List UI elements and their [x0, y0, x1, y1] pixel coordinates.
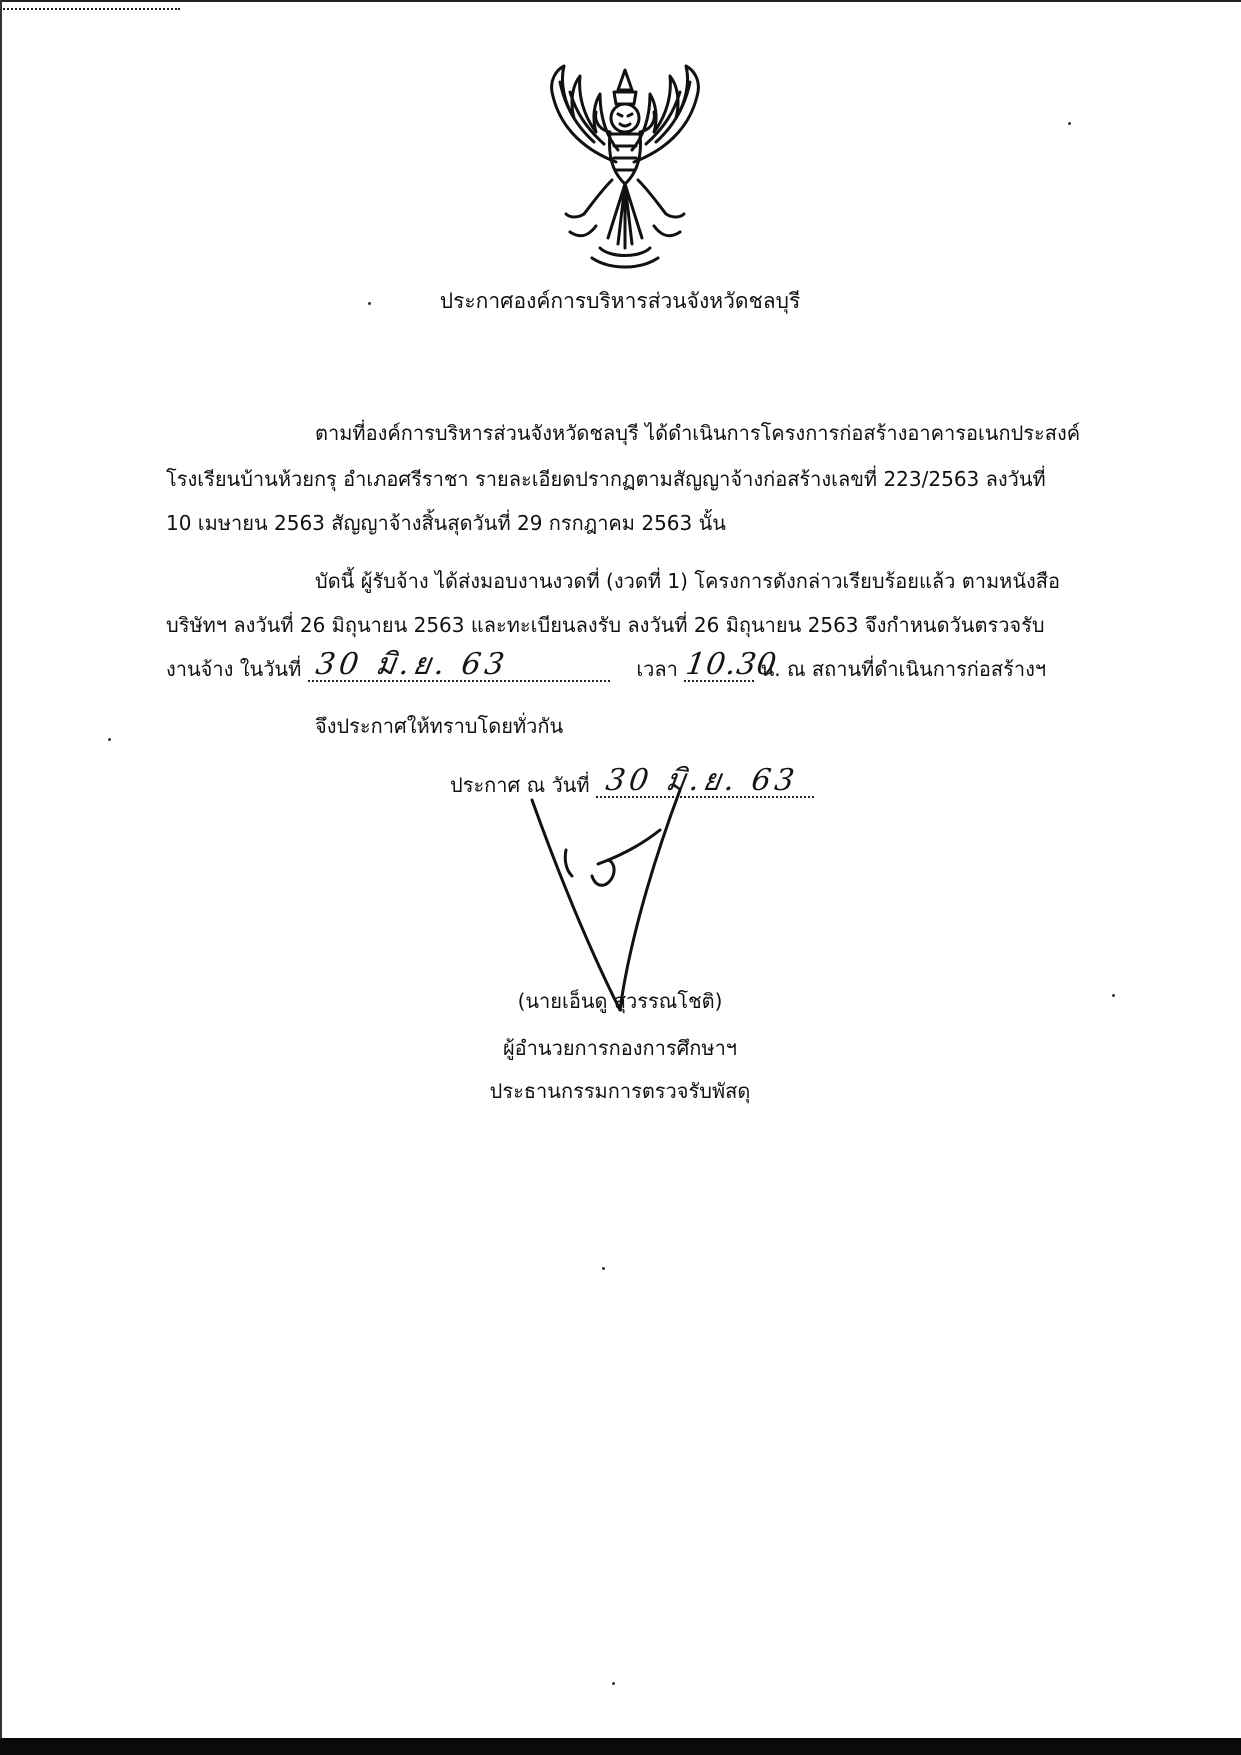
scan-speck — [1068, 122, 1071, 125]
paragraph-1-line-2: โรงเรียนบ้านห้วยกรุ อำเภอศรีราชา รายละเอียดปรากฏตามสัญญาจ้างก่อสร้างเลขที่ 223/2563 ลงวันที่ — [166, 467, 1046, 491]
scan-speck — [1112, 994, 1115, 997]
paragraph-2-line-3 — [166, 647, 1047, 682]
signatory-position: ผู้อำนวยการกองการศึกษาฯ — [502, 1036, 738, 1060]
inspection-location-text: น. ณ สถานที่ดำเนินการก่อสร้างฯ — [760, 657, 1047, 681]
paragraph-2-line-1: บัดนี้ ผู้รับจ้าง ได้ส่งมอบงานงวดที่ (งวดที่ 1) โครงการดังกล่าวเรียบร้อยแล้ว ตามหนังสือ — [315, 569, 1060, 593]
inspection-time-label: เวลา — [636, 657, 678, 681]
garuda-emblem-icon — [530, 62, 720, 276]
signatory-name: (นายเอ็นดู สุวรรณโชติ) — [517, 989, 723, 1013]
inspection-date-blank — [308, 647, 610, 682]
inspection-time-handwritten: 10.30 — [683, 647, 780, 682]
scan-speck — [602, 1267, 605, 1270]
scan-edge-left — [0, 0, 2, 1738]
inspection-time-blank — [683, 647, 780, 682]
scan-speck — [108, 738, 111, 741]
announcement-date-label: ประกาศ ณ วันที่ — [450, 773, 590, 797]
scan-edge-bottom — [0, 1738, 1241, 1755]
document-title: ประกาศองค์การบริหารส่วนจังหวัดชลบุรี — [439, 289, 801, 313]
scan-speck — [612, 1682, 615, 1685]
paragraph-1-line-3: 10 เมษายน 2563 สัญญาจ้างสิ้นสุดวันที่ 29 กรกฎาคม 2563 นั้น — [166, 511, 726, 535]
announcement-date-handwritten: 30 มิ.ย. 63 — [603, 763, 801, 798]
inspection-date-label: งานจ้าง ในวันที่ — [166, 657, 302, 681]
closing-statement: จึงประกาศให้ทราบโดยทั่วกัน — [315, 714, 564, 738]
inspection-date-handwritten: 30 มิ.ย. 63 — [313, 647, 511, 682]
scan-edge-top — [0, 0, 1241, 2]
paragraph-2-line-2: บริษัทฯ ลงวันที่ 26 มิถุนายน 2563 และทะเบียนลงรับ ลงวันที่ 26 มิถุนายน 2563 จึงกำหนดวันตรวจรับ — [166, 613, 1045, 637]
paragraph-1-line-1: ตามที่องค์การบริหารส่วนจังหวัดชลบุรี ได้ดำเนินการโครงการก่อสร้างอาคารอเนกประสงค์ — [315, 421, 1081, 445]
signatory-committee-role: ประธานกรรมการตรวจรับพัสดุ — [489, 1079, 751, 1103]
